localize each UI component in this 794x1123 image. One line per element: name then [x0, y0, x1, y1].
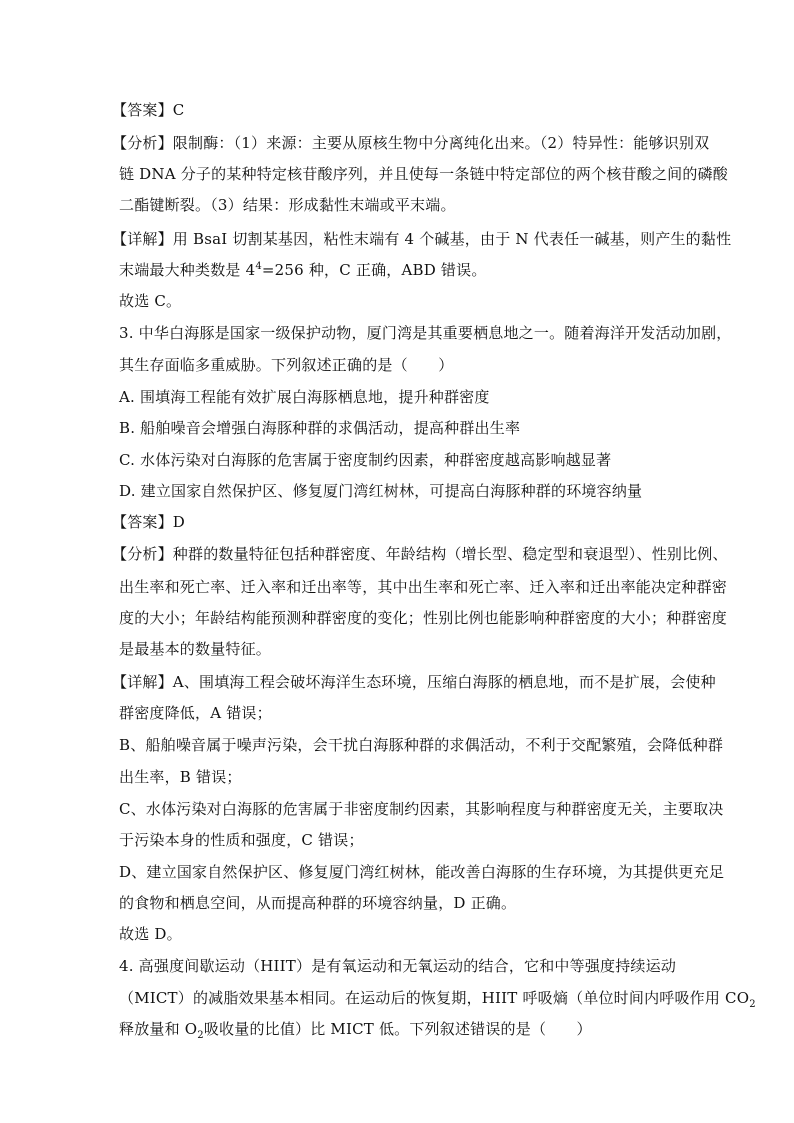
- q3-option-a: A. 围填海工程能有效扩展白海豚栖息地，提升种群密度: [119, 388, 490, 406]
- q4-stem-line: 4. 高强度间歇运动（HIIT）是有氧运动和无氧运动的结合，它和中等强度持续运动: [119, 957, 677, 975]
- q2-conclusion: 故选 C。: [119, 292, 182, 310]
- q3-option-d: D. 建立国家自然保护区、修复厦门湾红树林，可提高白海豚种群的环境容纳量: [119, 482, 643, 500]
- q3-detail-line: B、船舶噪音属于噪声污染，会干扰白海豚种群的求偶活动，不利于交配繁殖，会降低种群: [119, 736, 724, 754]
- q3-detail-line: 出生率，B 错误；: [119, 768, 242, 786]
- q3-analysis-line: 【分析】种群的数量特征包括种群密度、年龄结构（增长型、稳定型和衰退型）、性别比例、: [112, 545, 728, 563]
- subscript: 2: [197, 1030, 204, 1041]
- q3-detail-line: 于污染本身的性质和强度，C 错误；: [119, 831, 364, 849]
- q3-answer: 【答案】D: [112, 513, 186, 531]
- q2-analysis-line: 【分析】限制酶：（1）来源：主要从原核生物中分离纯化出来。（2）特异性：能够识别双: [112, 134, 710, 152]
- q2-detail-line: 【详解】用 BsaI 切割某基因，粘性末端有 4 个碱基，由于 N 代表任一碱基，则产生的黏性: [112, 230, 732, 248]
- q3-conclusion: 故选 D。: [119, 925, 182, 943]
- q2-analysis-line: 链 DNA 分子的某种特定核苷酸序列，并且使每一条链中特定部位的两个核苷酸之间的磷酸: [119, 165, 728, 183]
- q3-analysis-line: 是最基本的数量特征。: [119, 640, 272, 658]
- q3-analysis-line: 度的大小；年龄结构能预测种群密度的变化；性别比例也能影响种群密度的大小；种群密度: [119, 609, 728, 627]
- q3-detail-line: C、水体污染对白海豚的危害属于非密度制约因素，其影响程度与种群密度无关，主要取决: [119, 800, 724, 818]
- q3-detail-line: D、建立国家自然保护区、修复厦门湾红树林，能改善白海豚的生存环境，为其提供更充足: [119, 863, 725, 881]
- q2-analysis-line: 二酯键断裂。（3）结果：形成黏性末端或平末端。: [119, 196, 456, 214]
- q3-detail-line: 的食物和栖息空间，从而提高种群的环境容纳量，D 正确。: [119, 894, 517, 912]
- q3-stem-line: 其生存面临多重威胁。下列叙述正确的是（ ）: [119, 356, 454, 374]
- q2-detail-line: 末端最大种类数是 $4^4=256$ 种，C 正确，ABD 错误。: [119, 261, 487, 279]
- q3-detail-line: 群密度降低，A 错误；: [119, 704, 272, 722]
- exponent: 4: [255, 261, 262, 272]
- q3-analysis-line: 出生率和死亡率、迁入率和迁出率等，其中出生率和死亡率、迁入率和迁出率能决定种群密: [119, 578, 728, 596]
- subscript: 2: [749, 999, 756, 1010]
- q3-stem-line: 3. 中华白海豚是国家一级保护动物，厦门湾是其重要栖息地之一。随着海洋开发活动加剧，: [119, 324, 732, 342]
- q3-option-c: C. 水体污染对白海豚的危害属于密度制约因素，种群密度越高影响越显著: [119, 451, 612, 469]
- q3-detail-line: 【详解】A、围填海工程会破坏海洋生态环境，压缩白海豚的栖息地，而不是扩展，会使种: [112, 673, 716, 691]
- q3-option-b: B. 船舶噪音会增强白海豚种群的求偶活动，提高种群出生率: [119, 419, 521, 437]
- q4-stem-line: （MICT）的减脂效果基本相同。在运动后的恢复期，HIIT 呼吸熵（单位时间内呼吸作用 $CO_2$: [119, 989, 756, 1010]
- q2-answer: 【答案】C: [112, 101, 185, 119]
- q4-stem-line: 释放量和 $O_2$吸收量的比值）比 MICT 低。下列叙述错误的是（ ）: [119, 1020, 592, 1041]
